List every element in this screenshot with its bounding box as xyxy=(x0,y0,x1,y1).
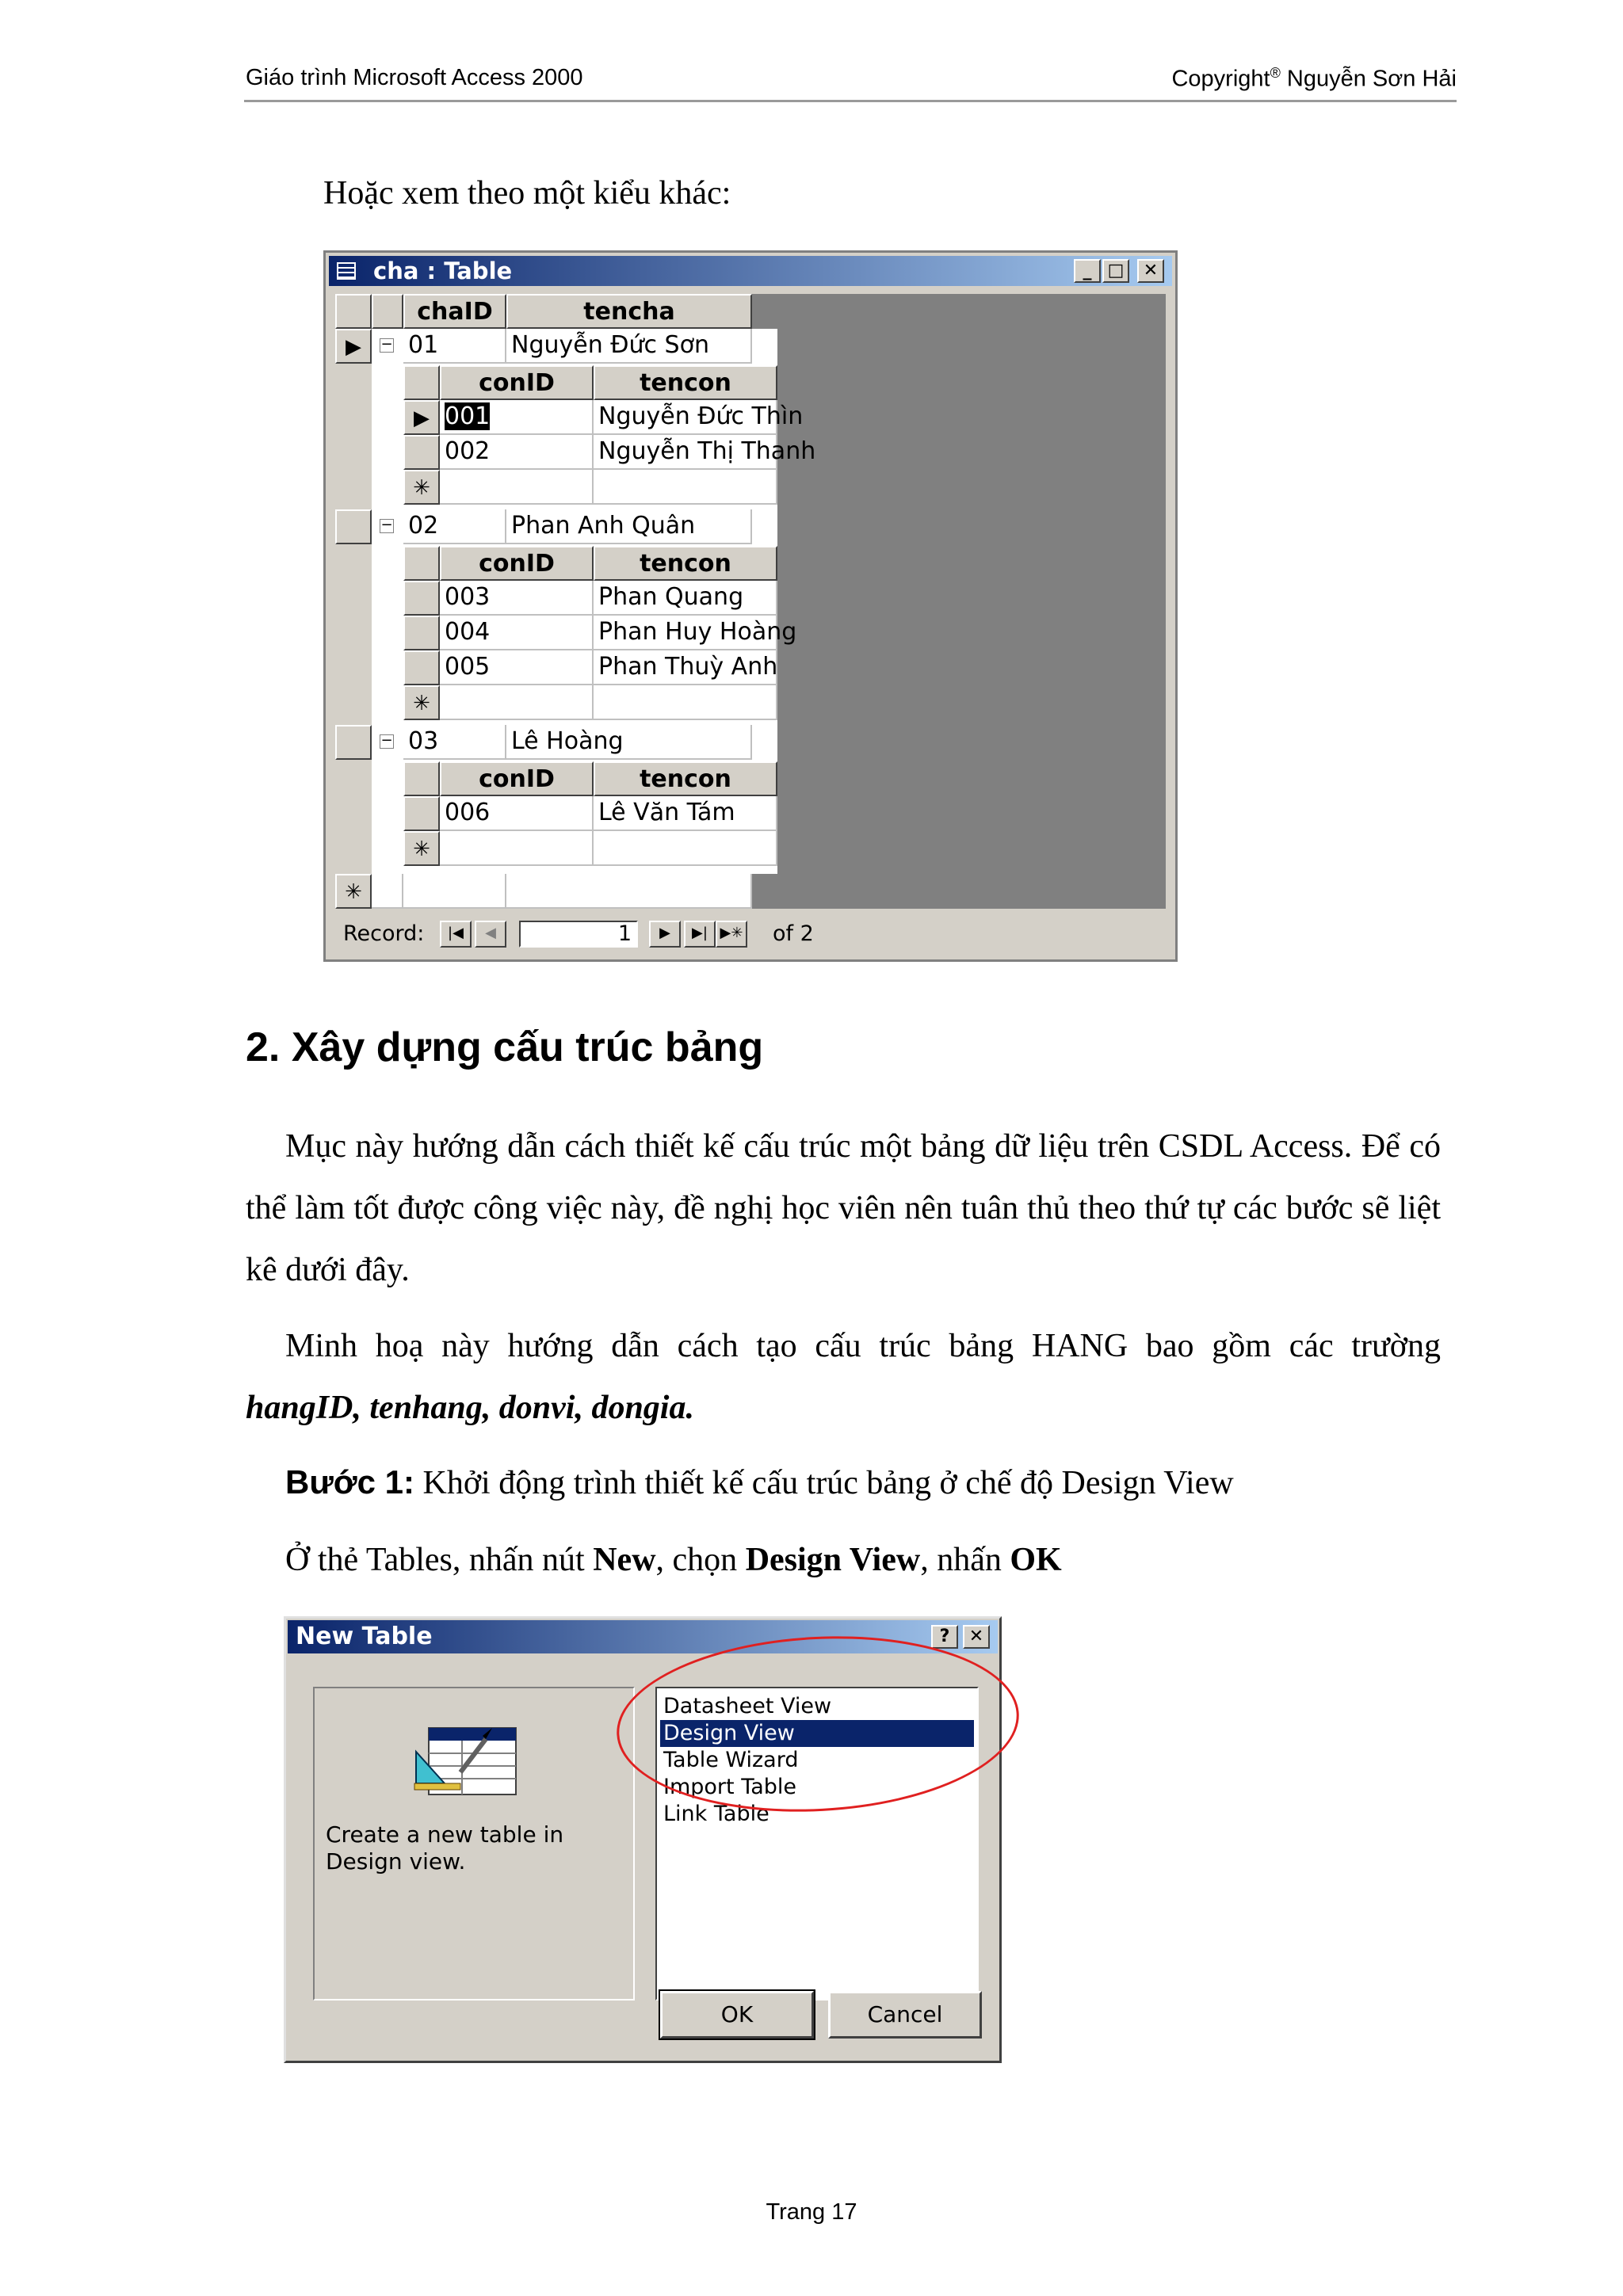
author-name: Nguyễn Sơn Hải xyxy=(1280,66,1457,92)
cell-chaid[interactable]: 02 xyxy=(403,509,506,544)
page-number: Trang 17 xyxy=(766,2199,857,2225)
intro-text: Hoặc xem theo một kiểu khác: xyxy=(323,175,731,212)
collapse-icon[interactable]: − xyxy=(380,336,393,353)
last-record-button[interactable]: ▶| xyxy=(684,921,716,948)
record-navigation-bar xyxy=(335,917,1166,952)
help-button[interactable]: ? xyxy=(931,1625,958,1649)
cell-chaid[interactable]: 01 xyxy=(403,329,506,364)
cell-conid[interactable]: 004 xyxy=(440,616,594,650)
step-1-label: Bước 1: xyxy=(285,1463,414,1501)
sub-new-record-selector[interactable]: ✳ xyxy=(403,685,440,720)
sub-record-selector-current[interactable]: ▶ xyxy=(403,400,440,435)
sub-corner-selector[interactable] xyxy=(403,365,440,400)
cell-conid-selected[interactable]: 001 xyxy=(440,400,594,435)
cell-new[interactable] xyxy=(372,874,403,909)
corner-selector[interactable] xyxy=(335,294,372,329)
table-window-title: cha : Table xyxy=(373,257,513,284)
design-view-icon xyxy=(413,1720,522,1798)
sub-new-record-selector[interactable]: ✳ xyxy=(403,470,440,505)
cell-conid[interactable]: 003 xyxy=(440,581,594,616)
section-heading: 2. Xây dựng cấu trúc bảng xyxy=(246,1024,764,1070)
record-selector[interactable] xyxy=(335,509,372,544)
dialog-titlebar[interactable] xyxy=(288,1620,998,1653)
step-1 xyxy=(285,1451,1234,1514)
sub-header-conid[interactable]: conID xyxy=(440,546,594,581)
cell-new[interactable] xyxy=(403,874,506,909)
sub-record-selector[interactable] xyxy=(403,581,440,616)
dialog-title: New Table xyxy=(296,1623,433,1650)
cell-new[interactable] xyxy=(440,470,594,505)
collapse-icon[interactable]: − xyxy=(380,517,393,533)
record-selector-column xyxy=(335,294,373,874)
cell-tencon[interactable]: Nguyễn Thị Thanh xyxy=(594,435,777,470)
record-number-input[interactable]: 1 xyxy=(519,921,638,948)
sub-header-conid[interactable]: conID xyxy=(440,365,594,400)
option-link-table[interactable]: Link Table xyxy=(663,1802,769,1826)
header-rule xyxy=(244,100,1457,102)
cell-new[interactable] xyxy=(440,685,594,720)
field-list: hangID, tenhang, donvi, dongia. xyxy=(246,1390,694,1426)
running-header-title: Giáo trình Microsoft Access 2000 xyxy=(246,65,583,90)
cell-tencha[interactable]: Lê Hoàng xyxy=(506,725,752,760)
new-table-dialog[interactable] xyxy=(284,1616,1002,2063)
cell-new[interactable] xyxy=(506,874,752,909)
option-import-table[interactable]: Import Table xyxy=(663,1775,797,1799)
column-header-chaid[interactable]: chaID xyxy=(403,294,506,329)
sub-header-tencon[interactable]: tencon xyxy=(594,546,777,581)
table-icon xyxy=(337,262,356,280)
previous-record-button[interactable]: ◀ xyxy=(475,921,506,948)
record-selector[interactable] xyxy=(335,725,372,760)
dialog-description: Create a new table in Design view. xyxy=(326,1821,564,1875)
table-window[interactable] xyxy=(323,250,1178,962)
step-1-text: Khởi động trình thiết kế cấu trúc bảng ở chế độ Design View xyxy=(414,1465,1234,1501)
minimize-button[interactable]: _ xyxy=(1074,259,1101,283)
registered-mark: ® xyxy=(1270,65,1281,81)
cell-tencon[interactable]: Phan Quang xyxy=(594,581,777,616)
paragraph-example-lead: Minh hoạ này hướng dẫn cách tạo cấu trúc bảng HANG bao gồm các trường xyxy=(285,1328,1441,1364)
sub-record-selector[interactable] xyxy=(403,616,440,650)
record-count: of 2 xyxy=(773,921,814,946)
copyright-word: Copyright xyxy=(1171,66,1270,92)
cell-tencon[interactable]: Nguyễn Đức Thìn xyxy=(594,400,777,435)
collapse-icon[interactable]: − xyxy=(380,732,393,749)
sub-header-tencon[interactable]: tencon xyxy=(594,365,777,400)
cell-tencon[interactable]: Phan Thuỳ Anh xyxy=(594,650,777,685)
new-record-selector[interactable]: ✳ xyxy=(335,874,372,909)
running-header-copyright xyxy=(1171,65,1457,93)
expand-column-header xyxy=(372,294,403,329)
preview-panel xyxy=(313,1687,635,2000)
cell-conid[interactable]: 006 xyxy=(440,796,594,831)
option-design-view[interactable]: Design View xyxy=(660,1720,974,1747)
cell-tencha[interactable]: Phan Anh Quân xyxy=(506,509,752,544)
record-selector-current[interactable]: ▶ xyxy=(335,329,372,364)
new-record-button[interactable]: ▶✳ xyxy=(716,921,747,948)
cell-new[interactable] xyxy=(594,470,777,505)
sub-record-selector[interactable] xyxy=(403,796,440,831)
maximize-button[interactable]: □ xyxy=(1102,259,1129,283)
cell-tencha[interactable]: Nguyễn Đức Sơn xyxy=(506,329,752,364)
sub-record-selector[interactable] xyxy=(403,650,440,685)
option-datasheet-view[interactable]: Datasheet View xyxy=(663,1694,832,1718)
cell-conid[interactable]: 005 xyxy=(440,650,594,685)
column-header-tencha[interactable]: tencha xyxy=(506,294,752,329)
first-record-button[interactable]: |◀ xyxy=(440,921,472,948)
close-button[interactable]: ✕ xyxy=(1137,259,1164,283)
sub-corner-selector[interactable] xyxy=(403,546,440,581)
sub-header-conid[interactable]: conID xyxy=(440,761,594,796)
next-record-button[interactable]: ▶ xyxy=(649,921,681,948)
record-label: Record: xyxy=(343,921,425,946)
option-table-wizard[interactable]: Table Wizard xyxy=(663,1748,799,1772)
cell-new[interactable] xyxy=(594,831,777,866)
datasheet-grid[interactable] xyxy=(335,294,1166,909)
sub-record-selector[interactable] xyxy=(403,435,440,470)
sub-corner-selector[interactable] xyxy=(403,761,440,796)
cancel-button[interactable]: Cancel xyxy=(828,1991,982,2039)
sub-header-tencon[interactable]: tencon xyxy=(594,761,777,796)
table-window-titlebar[interactable] xyxy=(329,256,1172,286)
view-options-list[interactable] xyxy=(655,1687,979,2000)
cell-conid[interactable]: 002 xyxy=(440,435,594,470)
cell-new[interactable] xyxy=(594,685,777,720)
cell-tencon[interactable]: Phan Huy Hoàng xyxy=(594,616,777,650)
dialog-close-button[interactable]: ✕ xyxy=(963,1625,990,1649)
cell-chaid[interactable]: 03 xyxy=(403,725,506,760)
sub-new-record-selector[interactable]: ✳ xyxy=(403,831,440,866)
cell-tencon[interactable]: Lê Văn Tám xyxy=(594,796,777,831)
instruction-line: Ở thẻ Tables, nhấn nút New, chọn Design View, nhấn OK xyxy=(285,1542,1062,1578)
cell-new[interactable] xyxy=(440,831,594,866)
paragraph-intro: Mục này hướng dẫn cách thiết kế cấu trúc một bảng dữ liệu trên CSDL Access. Để có thể làm tốt được công việc này, đề nghị học viên nên tuân thủ theo thứ tự các bước sẽ liệt kê dưới đây. xyxy=(246,1128,1441,1288)
ok-button[interactable]: OK xyxy=(660,1991,814,2039)
